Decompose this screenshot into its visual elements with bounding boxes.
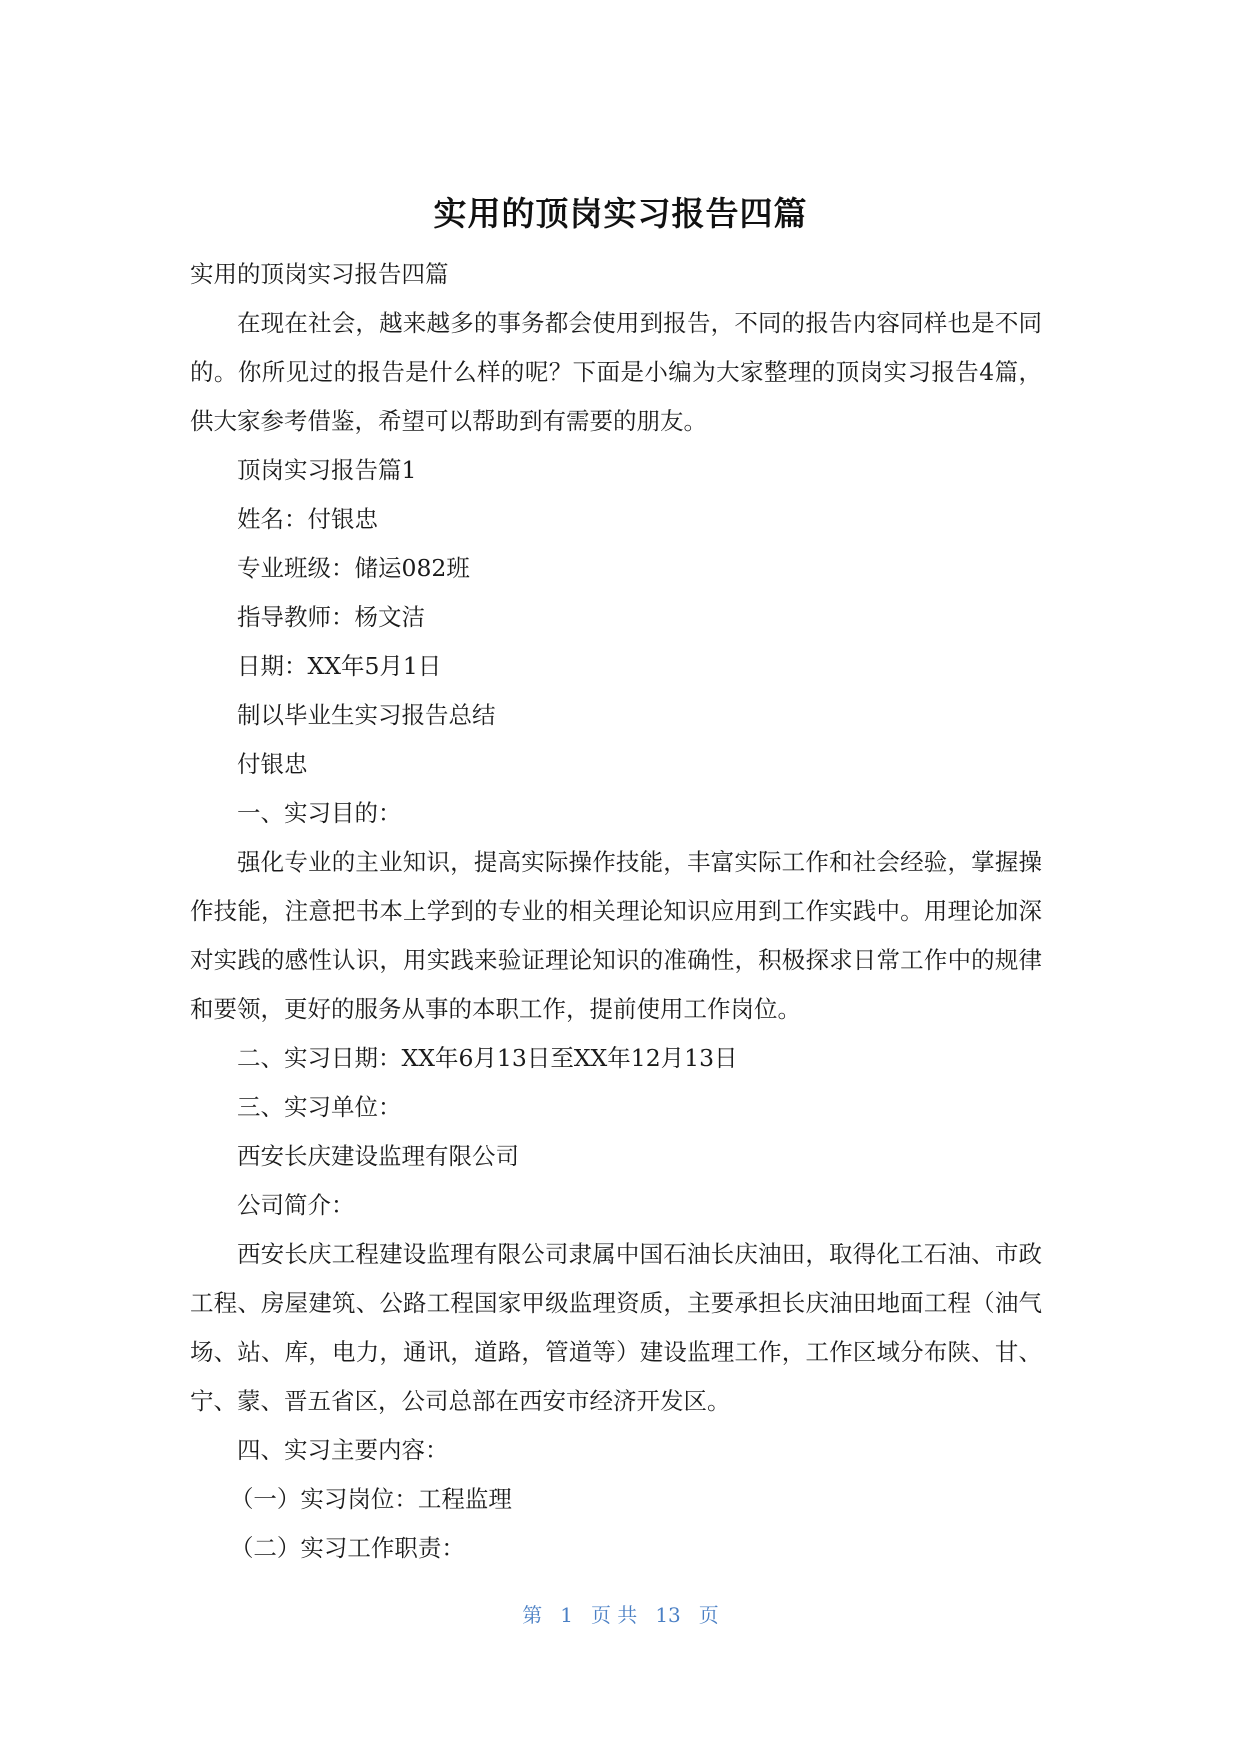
paragraph-unit-heading: 三、实习单位： — [237, 1093, 402, 1121]
paragraph-class: 专业班级：储运082班 — [237, 554, 470, 582]
document-body — [190, 250, 1042, 1573]
footer-current-page: 1 — [560, 1603, 573, 1627]
paragraph-dates: 二、实习日期：XX年6月13日至XX年12月13日 — [237, 1044, 738, 1072]
paragraph-summary-title: 制以毕业生实习报告总结 — [237, 701, 496, 729]
paragraph-duties: （二）实习工作职责： — [229, 1534, 465, 1562]
paragraph-author: 付银忠 — [237, 750, 308, 778]
paragraph-position: （一）实习岗位：工程监理 — [229, 1485, 512, 1513]
paragraph-purpose-body: 强化专业的主业知识，提高实际操作技能，丰富实际工作和社会经验，掌握操作技能，注意把书本上学到的专业的相关理论知识应用到工作实践中。用理论加深对实践的感性认识，用实践来验证理论知识的准确性，积极探求日常工作中的规律和要领，更好的服务从事的本职工作，提前使用工作岗位。 — [190, 848, 1042, 1023]
paragraph-name: 姓名：付银忠 — [237, 505, 378, 533]
paragraph-intro: 在现在社会，越来越多的事务都会使用到报告，不同的报告内容同样也是不同的。你所见过的报告是什么样的呢？下面是小编为大家整理的顶岗实习报告4篇，供大家参考借鉴，希望可以帮助到有需要的朋友。 — [190, 309, 1042, 435]
footer-suffix: 页 — [698, 1603, 719, 1627]
paragraph-purpose-heading: 一、实习目的： — [237, 799, 402, 827]
paragraph-section-heading: 顶岗实习报告篇1 — [237, 456, 417, 484]
paragraph-unit-name: 西安长庆建设监理有限公司 — [237, 1142, 519, 1170]
paragraph-teacher: 指导教师：杨文洁 — [237, 603, 425, 631]
paragraph-subtitle: 实用的顶岗实习报告四篇 — [190, 260, 449, 288]
paragraph-date: 日期：XX年5月1日 — [237, 652, 442, 680]
footer-prefix: 第 — [522, 1603, 543, 1627]
document-title: 实用的顶岗实习报告四篇 — [433, 194, 808, 233]
footer-total-pages: 13 — [655, 1603, 681, 1627]
page-footer — [0, 1600, 1241, 1630]
paragraph-company-heading: 公司简介： — [237, 1191, 355, 1219]
paragraph-company-body: 西安长庆工程建设监理有限公司隶属中国石油长庆油田，取得化工石油、市政工程、房屋建筑、公路工程国家甲级监理资质，主要承担长庆油田地面工程（油气场、站、库，电力，通讯，道路，管道等）建设监理工作，工作区域分布陕、甘、宁、蒙、晋五省区，公司总部在西安市经济开发区。 — [190, 1240, 1042, 1415]
paragraph-content-heading: 四、实习主要内容： — [237, 1436, 449, 1464]
footer-mid: 页 共 — [590, 1603, 638, 1627]
